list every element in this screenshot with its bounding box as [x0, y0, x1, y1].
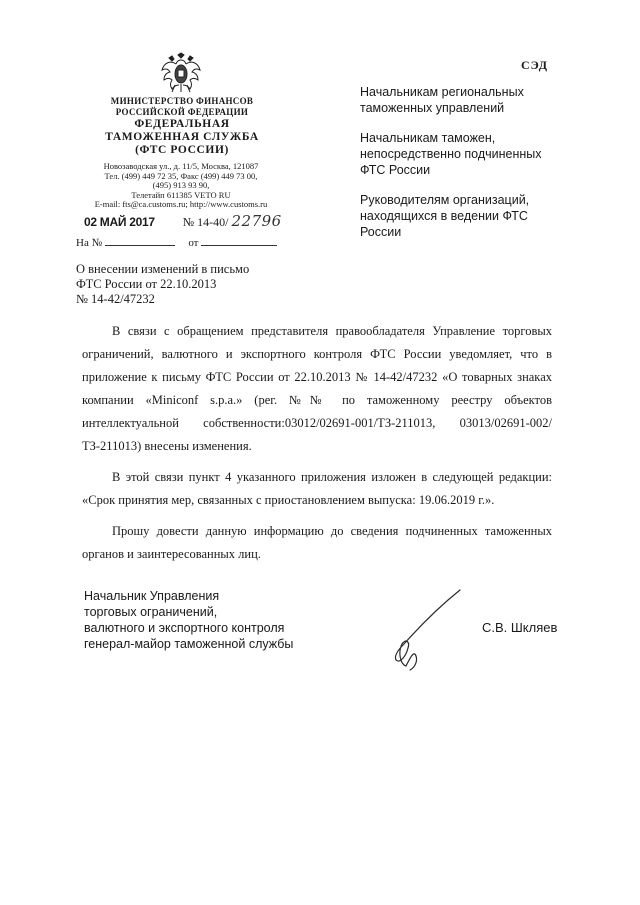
addressee: Начальникам региональных таможенных управлений: [360, 85, 524, 115]
addressees: [360, 84, 570, 254]
letter-subject: О внесении изменений в письмо ФТС России от 22.10.2013 № 14-42/47232: [76, 262, 250, 306]
reply-reference-line: [76, 236, 277, 249]
addressee: Начальникам таможен, непосредственно подчиненных ФТС России: [360, 131, 542, 177]
registration-line: [84, 212, 282, 230]
service-name: ФЕДЕРАЛЬНАЯ ТАМОЖЕННАЯ СЛУЖБА (ФТС РОССИИ): [105, 118, 259, 156]
reply-number-blank: [105, 236, 175, 246]
signatory-name: С.В. Шкляев: [482, 620, 558, 635]
handwritten-signature-icon: [380, 586, 470, 672]
sed-mark: СЭД: [520, 58, 548, 72]
russian-double-headed-eagle-icon: [158, 52, 204, 96]
letter-body: [82, 320, 552, 574]
addressee: Руководителям организаций, находящихся в ведении ФТС России: [360, 193, 530, 239]
registration-date: 02 МАЙ 2017: [84, 215, 155, 229]
body-paragraph: В этой связи пункт 4 указанного приложения изложен в следующей редакции: «Срок принятия мер, связанных с приостановлением выпуска: 19.06.2019 г.».: [82, 470, 552, 507]
ministry-name: МИНИСТЕРСТВО ФИНАНСОВ РОССИЙСКОЙ ФЕДЕРАЦИИ: [110, 96, 254, 117]
number-prefix: 14-40/: [197, 215, 229, 229]
body-paragraph: Прошу довести данную информацию до сведения подчиненных таможенных органов и заинтересованных лиц.: [82, 524, 552, 561]
from-label: от: [188, 237, 199, 249]
reply-date-blank: [201, 236, 277, 246]
reply-label: На №: [76, 237, 103, 249]
contact-address: Новозаводская ул., д. 11/5, Москва, 121087 Тел. (499) 449 72 35, Факс (499) 449 73 00, (495) 913 93 90, Телетайп 611385 VETO RU E-mail: fts@ca.customs.ru; http://www.customs.ru: [94, 161, 268, 209]
handwritten-number: 22796: [231, 212, 282, 230]
signatory-position: Начальник Управления торговых ограничений, валютного и экспортного контроля генерал-майор таможенной службы: [84, 589, 294, 651]
body-paragraph: В связи с обращением представителя правообладателя Управление торговых ограничений, валютного и экспортного контроля ФТС России уведомляет, что в приложение к письму ФТС России от 22.10.2013 № 14-42/47232 «О товарных знаках компании «Miniconf s.p.a.» (рег. №№ по таможенному реестру объектов интеллектуальной собственности:03012/02691-001/ТЗ-211013, 03013/02691-002/ТЗ-211013) внесены изменения.: [82, 324, 552, 453]
number-label: №: [182, 215, 195, 229]
